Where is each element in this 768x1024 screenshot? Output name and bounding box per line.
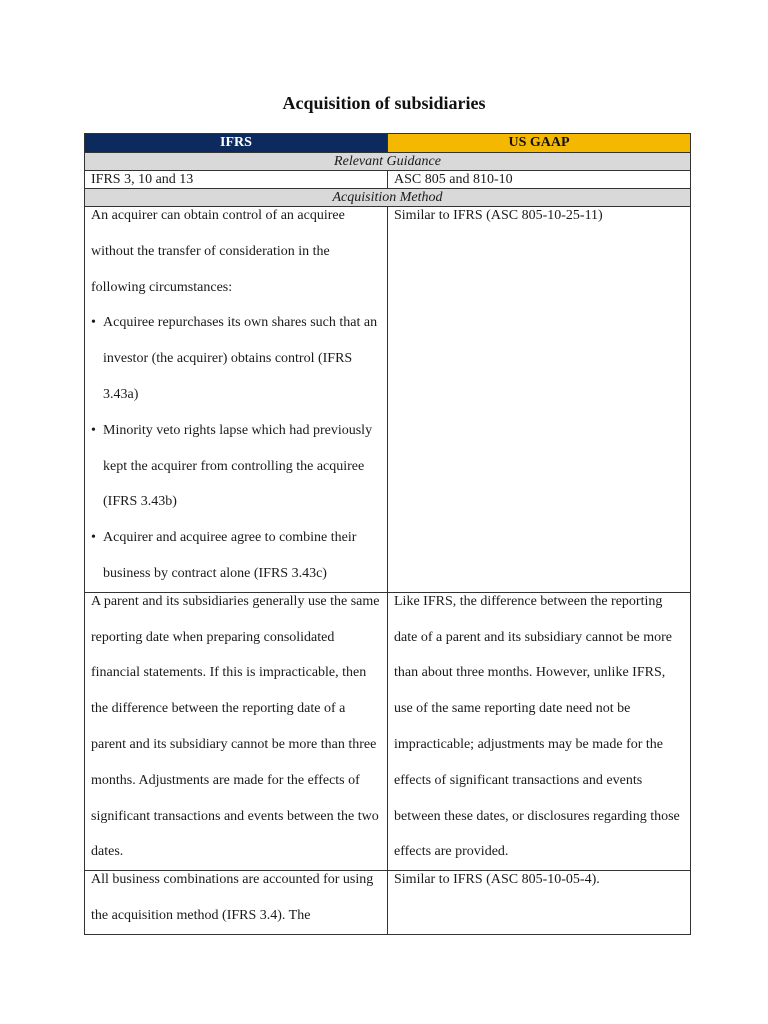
list-item: • Minority veto rights lapse which had previously kept the acquirer from controlling the acquiree (IFRS 3.43b)	[91, 413, 381, 520]
list-item: • Acquirer and acquiree agree to combine their business by contract alone (IFRS 3.43c)	[91, 520, 381, 592]
section-heading-relevant-guidance: Relevant Guidance	[85, 153, 691, 171]
table-row	[85, 871, 691, 935]
ifrs-control-bullet-list	[91, 305, 381, 591]
ifrs-reporting-date-text: A parent and its subsidiaries generally use the same reporting date when preparing consolidated financial statements. If this is impracticable, then the difference between the reporting date of a parent and its subsidiary cannot be more than three months. Adjustments are made for the effects of significant transactions and events between the two dates.	[91, 593, 380, 860]
ifrs-reporting-date-cell	[85, 592, 388, 870]
section-heading-acquisition-method: Acquisition Method	[85, 189, 691, 207]
list-item: • Acquiree repurchases its own shares such that an investor (the acquirer) obtains control (IFRS 3.43a)	[91, 305, 381, 412]
table-row	[85, 592, 691, 870]
bullet-icon: •	[91, 422, 96, 438]
ifrs-business-combination-text: All business combinations are accounted for using the acquisition method (IFRS 3.4). The	[91, 872, 374, 923]
usgaap-control-text: Similar to IFRS (ASC 805-10-25-11)	[394, 208, 603, 223]
usgaap-business-combination-cell	[388, 871, 691, 935]
header-row	[85, 134, 691, 153]
comparison-table	[84, 133, 691, 935]
page-title: Acquisition of subsidiaries	[282, 93, 486, 113]
bullet-icon: •	[91, 315, 96, 331]
ifrs-control-intro: An acquirer can obtain control of an acquiree without the transfer of consideration in the following circumstances:	[91, 208, 345, 295]
ifrs-guidance-cell: IFRS 3, 10 and 13	[85, 171, 388, 189]
ifrs-control-cell	[85, 207, 388, 593]
usgaap-business-combination-text: Similar to IFRS (ASC 805-10-05-4).	[394, 872, 600, 888]
ifrs-business-combination-cell	[85, 871, 388, 935]
table-row	[85, 171, 691, 189]
bullet-icon: •	[91, 530, 96, 546]
ifrs-column-header: IFRS	[85, 134, 388, 153]
usgaap-reporting-date-cell	[388, 592, 691, 870]
usgaap-column-header: US GAAP	[388, 134, 691, 153]
usgaap-reporting-date-text: Like IFRS, the difference between the reporting date of a parent and its subsidiary cannot be more than about three months. However, unlike IFRS, use of the same reporting date need not be impracticable; adjustments may be made for the effects of significant transactions and events between these dates, or disclosures regarding those effects are provided.	[394, 593, 680, 860]
usgaap-control-cell	[388, 207, 691, 593]
section-row-relevant-guidance	[85, 153, 691, 171]
table-row	[85, 207, 691, 593]
usgaap-guidance-cell: ASC 805 and 810-10	[388, 171, 691, 189]
